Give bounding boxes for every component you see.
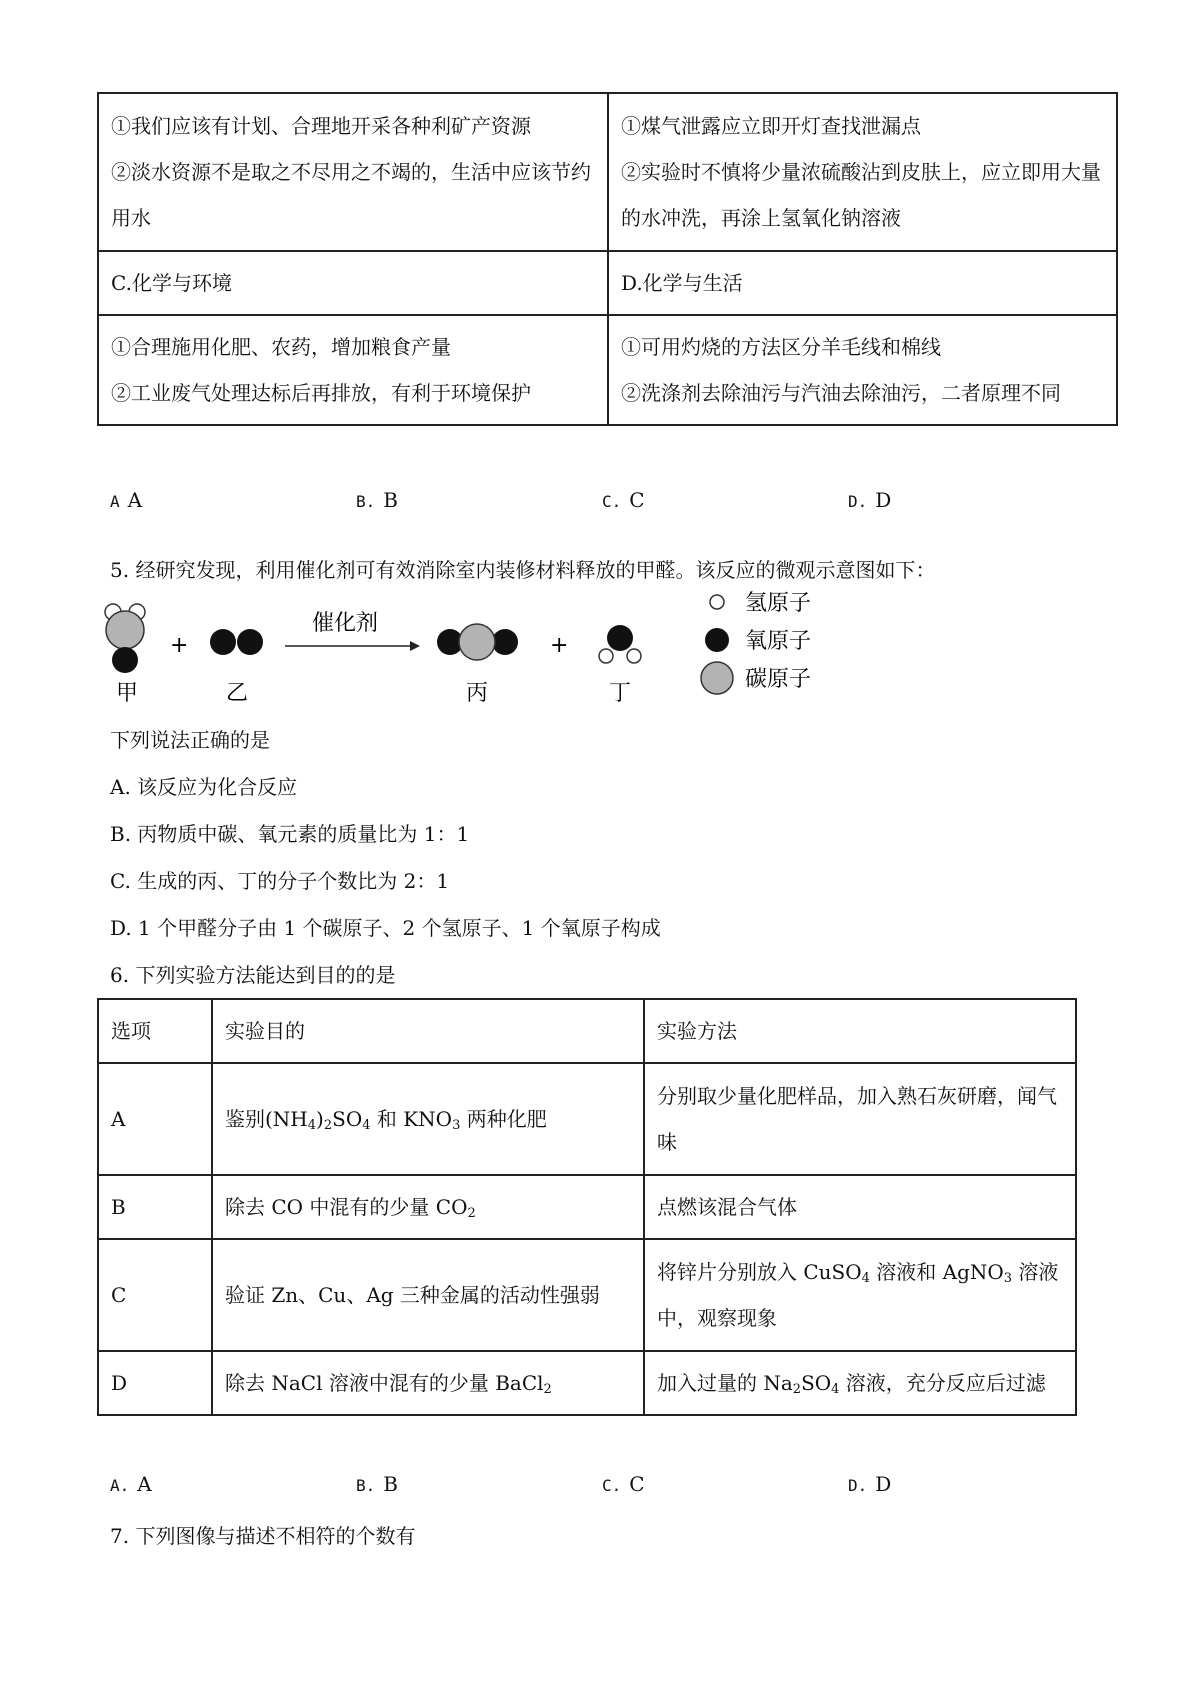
reaction-diagram bbox=[100, 590, 840, 720]
legend bbox=[701, 591, 811, 694]
plus-sign-2: + bbox=[550, 633, 569, 658]
label-ding: 丁 bbox=[609, 681, 632, 706]
q7-stem: 7. 下列图像与描述不相符的个数有 bbox=[110, 1524, 416, 1548]
molecule-jia bbox=[105, 604, 145, 673]
row-goal: 除去 CO 中混有的少量 $CO_2$ bbox=[212, 1175, 644, 1239]
svg-text:碳原子: 碳原子 bbox=[745, 667, 812, 692]
q6-stem: 6. 下列实验方法能达到目的的是 bbox=[110, 963, 396, 987]
column-header-method: 实验方法 bbox=[644, 999, 1076, 1063]
q4-cell-a-content: ①我们应该有计划、合理地开采各种利矿产资源 ②淡水资源不是取之不尽用之不竭的，生活中应该节约用水 bbox=[98, 93, 608, 251]
option-b[interactable]: B. B bbox=[356, 488, 398, 512]
label-jia: 甲 bbox=[116, 681, 139, 706]
q4-cell-c-content: ①合理施用化肥、农药，增加粮食产量 ②工业废气处理达标后再排放，有利于环境保护 bbox=[98, 315, 608, 425]
table-row bbox=[98, 1239, 1076, 1351]
molecule-ding bbox=[599, 625, 641, 663]
q4-cell-c-header: C.化学与环境 bbox=[98, 251, 608, 315]
column-header-option: 选项 bbox=[98, 999, 212, 1063]
molecule-yi bbox=[210, 629, 263, 655]
svg-text:氢原子: 氢原子 bbox=[745, 591, 812, 616]
row-option: B bbox=[98, 1175, 212, 1239]
q5-prompt: 下列说法正确的是 bbox=[110, 728, 270, 752]
q6-table bbox=[97, 998, 1077, 1416]
row-goal: 鉴别$(NH_4)_2SO_4$ 和 $KNO_3$ 两种化肥 bbox=[212, 1063, 644, 1175]
table-row bbox=[98, 251, 1117, 315]
column-header-goal: 实验目的 bbox=[212, 999, 644, 1063]
molecule-bing bbox=[437, 624, 518, 660]
row-goal: 除去 NaCl 溶液中混有的少量 BaCl$_2$ bbox=[212, 1351, 644, 1415]
table-row bbox=[98, 1063, 1076, 1175]
row-goal: 验证 Zn、Cu、Ag 三种金属的活动性强弱 bbox=[212, 1239, 644, 1351]
table-row bbox=[98, 315, 1117, 425]
reaction-arrow bbox=[285, 611, 420, 651]
carbon-atom-icon bbox=[701, 662, 733, 694]
row-method: 将锌片分别放入 CuSO$_4$ 溶液和 AgNO$_3$ 溶液中，观察现象 bbox=[644, 1239, 1076, 1351]
option-d[interactable]: D. D bbox=[848, 1472, 892, 1496]
option-c[interactable]: C. C bbox=[602, 1472, 645, 1496]
option-b[interactable]: B. B bbox=[356, 1472, 398, 1496]
table-row bbox=[98, 93, 1117, 251]
row-option: A bbox=[98, 1063, 212, 1175]
row-option: D bbox=[98, 1351, 212, 1415]
q4-cell-d-content: ①可用灼烧的方法区分羊毛线和棉线 ②洗涤剂去除油污与汽油去除油污，二者原理不同 bbox=[608, 315, 1117, 425]
row-method: 加入过量的 $Na_2SO_4$ 溶液，充分反应后过滤 bbox=[644, 1351, 1076, 1415]
q4-cell-b-content: ①煤气泄露应立即开灯查找泄漏点 ②实验时不慎将少量浓硫酸沾到皮肤上，应立即用大量的水冲洗，再涂上氢氧化钠溶液 bbox=[608, 93, 1117, 251]
option-d[interactable]: D. D bbox=[848, 488, 892, 512]
table-row bbox=[98, 1351, 1076, 1415]
q4-cell-d-header: D.化学与生活 bbox=[608, 251, 1117, 315]
q4-table bbox=[97, 92, 1118, 426]
q5-stem: 5. 经研究发现，利用催化剂可有效消除室内装修材料释放的甲醛。该反应的微观示意图如下： bbox=[110, 558, 936, 582]
row-method: 点燃该混合气体 bbox=[644, 1175, 1076, 1239]
table-header-row bbox=[98, 999, 1076, 1063]
label-bing: 丙 bbox=[466, 681, 489, 706]
q6-options bbox=[110, 1472, 1110, 1502]
oxygen-atom-icon bbox=[705, 628, 729, 652]
option-c[interactable]: C. C bbox=[602, 488, 645, 512]
option-a[interactable]: A A bbox=[110, 488, 143, 512]
q5-choice-a[interactable]: A. 该反应为化合反应 bbox=[110, 775, 298, 799]
q5-choice-d[interactable]: D. 1 个甲醛分子由 1 个碳原子、2 个氢原子、1 个氧原子构成 bbox=[110, 916, 661, 940]
hydrogen-atom-icon bbox=[710, 595, 724, 609]
q5-choice-b[interactable]: B. 丙物质中碳、氧元素的质量比为 1：1 bbox=[110, 822, 470, 846]
catalyst-label: 催化剂 bbox=[312, 611, 379, 636]
q5-choice-c[interactable]: C. 生成的丙、丁的分子个数比为 2：1 bbox=[110, 869, 450, 893]
plus-sign-1: + bbox=[170, 633, 189, 658]
row-option: C bbox=[98, 1239, 212, 1351]
label-yi: 乙 bbox=[226, 681, 249, 706]
q4-options bbox=[110, 488, 1110, 518]
row-method: 分别取少量化肥样品，加入熟石灰研磨，闻气味 bbox=[644, 1063, 1076, 1175]
option-a[interactable]: A. A bbox=[110, 1472, 152, 1496]
table-row bbox=[98, 1175, 1076, 1239]
svg-text:氧原子: 氧原子 bbox=[745, 629, 812, 654]
